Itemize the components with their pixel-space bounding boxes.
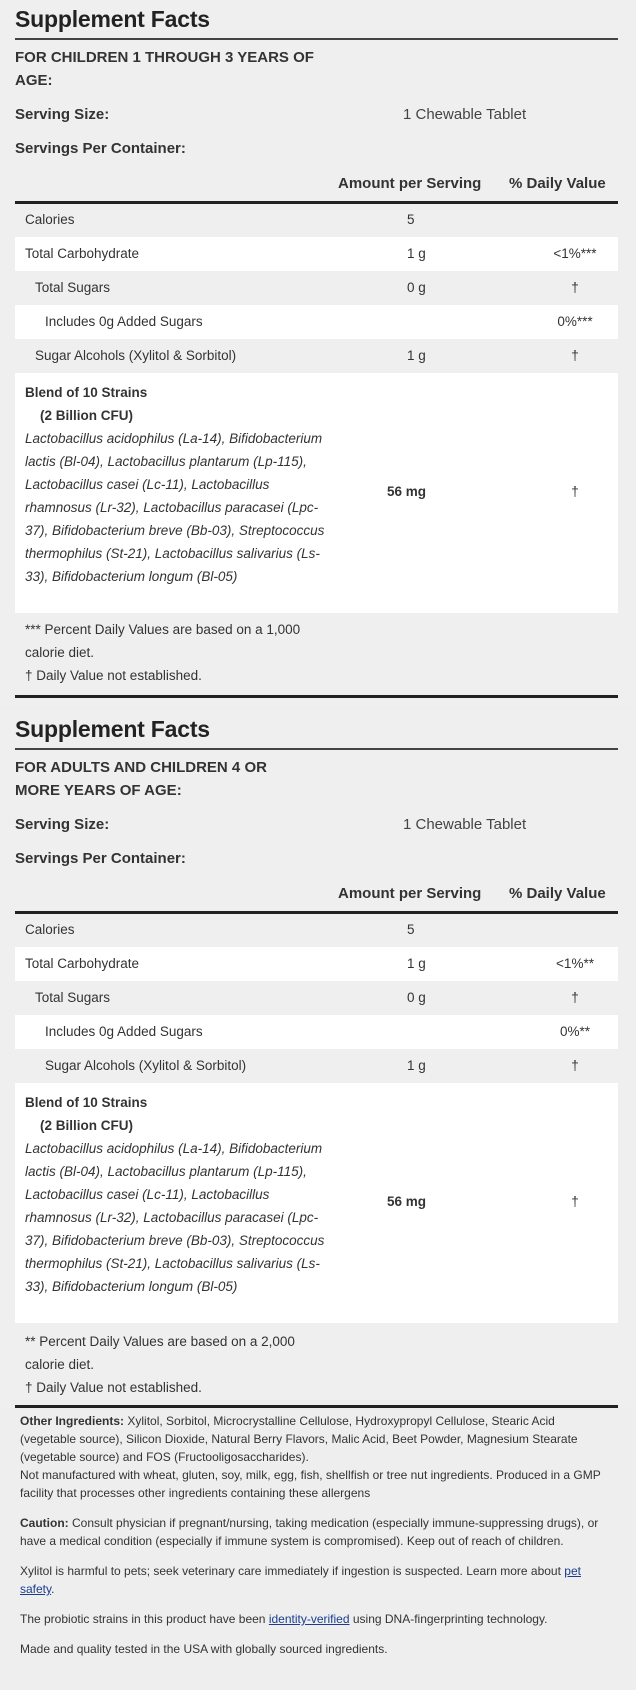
panel-title: Supplement Facts: [15, 716, 210, 742]
nutrient-name: Sugar Alcohols (Xylitol & Sorbitol): [35, 348, 237, 363]
footnote-not-established: † Daily Value not established.: [25, 668, 202, 683]
blend-cfu: (2 Billion CFU): [40, 1118, 133, 1133]
nutrient-daily-value: †: [571, 1058, 579, 1073]
nutrient-amount: 5: [407, 922, 415, 937]
column-header-daily-value: % Daily Value: [509, 885, 606, 902]
identity-text-after: using DNA-fingerprinting technology.: [349, 1612, 548, 1626]
title-divider: [15, 748, 618, 750]
nutrient-amount: 0 g: [407, 280, 426, 295]
title-divider: [15, 38, 618, 40]
blend-strains: Lactobacillus acidophilus (La-14), Bifidobacterium lactis (Bl-04), Lactobacillus plantarum (Lp-115), Lactobacillus casei (Lc-11), Lactobacillus rhamnosus (Lr-32), Lactobacillus paracasei (Lpc-37), Bifidobacterium breve (Bb-03), Streptococcus thermophilus (St-21), Lactobacillus salivarius (Ls-33), Bifidobacterium longum (Bl-05): [25, 431, 325, 584]
nutrient-amount: 1 g: [407, 1058, 426, 1073]
nutrient-row-added-sugars: [15, 305, 618, 339]
nutrient-row-total-carbohydrate: [15, 947, 618, 981]
nutrient-amount: 5: [407, 212, 415, 227]
nutrient-name: Includes 0g Added Sugars: [45, 1024, 203, 1039]
nutrient-amount: 0 g: [407, 990, 426, 1005]
probiotic-blend-row: [15, 373, 618, 613]
pet-safety-link[interactable]: pet safety: [20, 1564, 581, 1596]
nutrient-amount: 1 g: [407, 348, 426, 363]
nutrient-row-sugar-alcohols: [15, 339, 618, 373]
blend-cfu: (2 Billion CFU): [40, 408, 133, 423]
nutrient-name: Calories: [25, 212, 75, 227]
nutrient-row-calories: [15, 913, 618, 947]
allergen-statement: Not manufactured with wheat, gluten, soy, milk, egg, fish, shellfish or tree nut ingredients. Produced in a GMP facility that processes other ingredients containing these allergens: [20, 1468, 601, 1500]
nutrient-daily-value: <1%**: [556, 956, 594, 971]
supplement-facts-panel-children: [0, 0, 636, 705]
made-in-usa-statement: Made and quality tested in the USA with globally sourced ingredients.: [20, 1642, 388, 1656]
serving-size-value: 1 Chewable Tablet: [403, 106, 527, 123]
pet-warning-end: .: [51, 1582, 55, 1596]
panel-title: Supplement Facts: [15, 6, 210, 32]
blend-amount: 56 mg: [387, 1194, 427, 1209]
nutrient-row-added-sugars: [15, 1015, 618, 1049]
caution-statement: [20, 1514, 610, 1550]
servings-per-container-label: Servings Per Container:: [15, 140, 186, 157]
column-header-daily-value: % Daily Value: [509, 175, 606, 192]
audience-label: FOR CHILDREN 1 THROUGH 3 YEARS OF AGE:: [15, 49, 314, 89]
blend-title: Blend of 10 Strains: [25, 385, 148, 400]
nutrient-name: Total Carbohydrate: [25, 246, 140, 261]
blend-daily-value: †: [571, 484, 579, 499]
blend-amount: 56 mg: [387, 484, 427, 499]
column-header-amount: Amount per Serving: [338, 175, 482, 192]
identity-text-before: The probiotic strains in this product have been: [20, 1612, 269, 1626]
nutrient-daily-value: 0%**: [559, 1024, 591, 1039]
supplement-facts-panel-adults: [0, 710, 636, 1408]
footnote-daily-values: ** Percent Daily Values are based on a 2,000 calorie diet.: [25, 1334, 295, 1372]
nutrient-row-total-sugars: [15, 271, 618, 305]
pet-warning-text: Xylitol is harmful to pets; seek veterinary care immediately if ingestion is suspected. Learn more about: [20, 1564, 565, 1578]
panel-bottom-divider: [15, 1405, 618, 1408]
caution-text: Consult physician if pregnant/nursing, taking medication (especially immune-suppressing drugs), or have a medical condition (especially if immune system is compromised). Keep out of reach of children.: [20, 1516, 599, 1548]
serving-size-value: 1 Chewable Tablet: [403, 816, 527, 833]
serving-size-label: Serving Size:: [15, 816, 110, 833]
footnote-not-established: † Daily Value not established.: [25, 1380, 202, 1395]
nutrient-name: Total Sugars: [35, 990, 111, 1005]
nutrient-row-total-carbohydrate: [15, 237, 618, 271]
serving-size-label: Serving Size:: [15, 106, 110, 123]
footnote-daily-values: *** Percent Daily Values are based on a 1,000 calorie diet.: [25, 622, 301, 660]
nutrient-row-sugar-alcohols: [15, 1049, 618, 1083]
panel-bottom-divider: [15, 695, 618, 698]
nutrient-row-calories: [15, 203, 618, 237]
other-ingredients-label: Other Ingredients:: [20, 1414, 125, 1428]
blend-strains: Lactobacillus acidophilus (La-14), Bifidobacterium lactis (Bl-04), Lactobacillus plantarum (Lp-115), Lactobacillus casei (Lc-11), Lactobacillus rhamnosus (Lr-32), Lactobacillus paracasei (Lpc-37), Bifidobacterium breve (Bb-03), Streptococcus thermophilus (St-21), Lactobacillus salivarius (Ls-33), Bifidobacterium longum (Bl-05): [25, 1141, 325, 1294]
product-info-section: [15, 1412, 615, 1670]
audience-label: FOR ADULTS AND CHILDREN 4 OR MORE YEARS OF AGE:: [15, 759, 267, 799]
pet-warning: [20, 1562, 610, 1598]
column-header-amount: Amount per Serving: [338, 885, 482, 902]
blend-title: Blend of 10 Strains: [25, 1095, 148, 1110]
probiotic-blend-row: [15, 1083, 618, 1323]
other-ingredients: [20, 1412, 610, 1466]
nutrient-amount: 1 g: [407, 246, 426, 261]
servings-per-container-label: Servings Per Container:: [15, 850, 186, 867]
nutrient-daily-value: 0%***: [557, 314, 593, 329]
nutrient-row-total-sugars: [15, 981, 618, 1015]
nutrient-name: Sugar Alcohols (Xylitol & Sorbitol): [45, 1058, 247, 1073]
identity-verified-link[interactable]: identity-verified: [268, 1612, 350, 1626]
nutrient-name: Includes 0g Added Sugars: [45, 314, 203, 329]
nutrient-daily-value: †: [571, 990, 579, 1005]
nutrient-daily-value: †: [571, 348, 579, 363]
nutrient-amount: 1 g: [407, 956, 426, 971]
nutrient-name: Total Sugars: [35, 280, 111, 295]
caution-label: Caution:: [20, 1516, 69, 1530]
identity-verified-statement: [20, 1610, 610, 1628]
nutrient-daily-value: <1%***: [553, 246, 597, 261]
nutrient-daily-value: †: [571, 280, 579, 295]
nutrient-name: Total Carbohydrate: [25, 956, 140, 971]
nutrient-name: Calories: [25, 922, 75, 937]
blend-daily-value: †: [571, 1194, 579, 1209]
other-ingredients-text: Xylitol, Sorbitol, Microcrystalline Cellulose, Hydroxypropyl Cellulose, Stearic Acid (vegetable source), Silicon Dioxide, Natural Berry Flavors, Malic Acid, Beet Powder, Magnesium Stearate (vegetable source) and FOS (Fructooligosaccharides).: [20, 1414, 578, 1464]
